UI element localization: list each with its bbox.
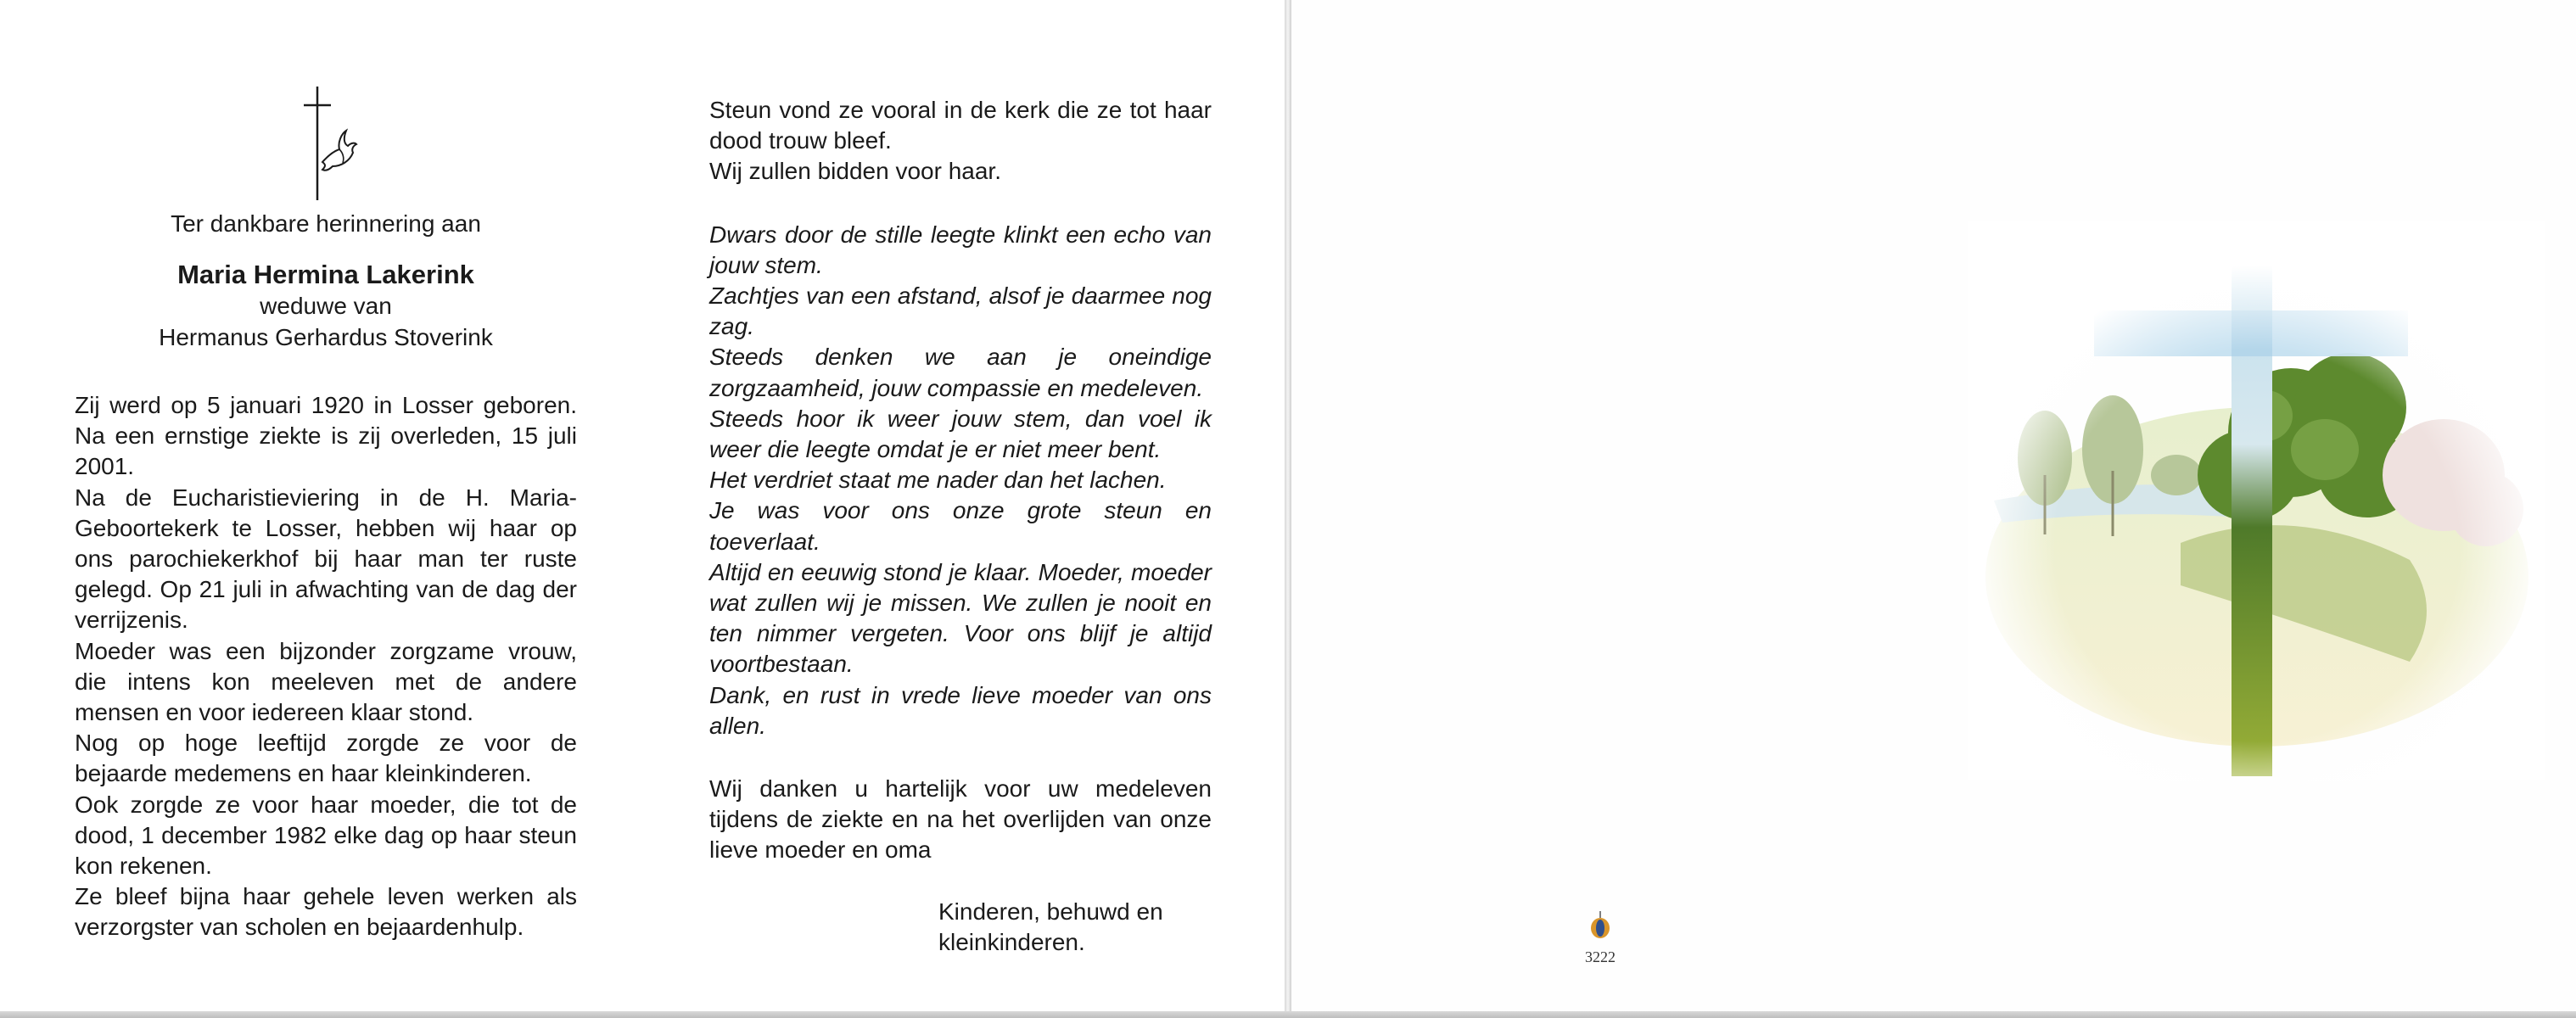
cross-with-dove-icon	[292, 81, 360, 205]
poem-line: Het verdriet staat me nader dan het lachen.	[709, 467, 1167, 494]
thanks-text: Wij danken u hartelijk voor uw medeleven tijdens de ziekte en na het overlijden van onze lieve moeder en oma	[709, 775, 1212, 864]
landscape-cross-illustration	[1968, 221, 2545, 780]
faith-line: Wij zullen bidden voor haar.	[709, 158, 1001, 185]
bio-paragraph: Nog op hoge leeftijd zorgde ze voor de bejaarde medemens en haar kleinkinderen.	[75, 730, 577, 787]
page-edge-shadow	[0, 1011, 2576, 1018]
poem-line: Dank, en rust in vrede lieve moeder van ons allen.	[709, 681, 1212, 739]
poem-line: Steeds denken we aan je oneindige zorgzaamheid, jouw compassie en medeleven.	[709, 344, 1212, 401]
card-header	[75, 81, 577, 353]
signature-line: kleinkinderen.	[938, 928, 1085, 955]
bio-paragraph: Moeder was een bijzonder zorgzame vrouw, die intens kon meeleven met de andere mensen en voor iedereen klaar stond.	[75, 637, 577, 726]
deceased-name: Maria Hermina Lakerink	[177, 260, 474, 289]
poem-line: Zachtjes van een afstand, alsof je daarmee nog zag.	[709, 282, 1212, 340]
card-inner-spread	[0, 0, 1285, 1013]
signature-line: Kinderen, behuwd en	[938, 898, 1163, 925]
poem-line: Altijd en eeuwig stond je klaar. Moeder, moeder wat zullen wij je missen. We zullen je nooit en ten nimmer vergeten. Voor ons blijf je altijd voortbestaan.	[709, 558, 1212, 678]
printer-logo-icon	[1588, 909, 1612, 940]
bio-paragraph: Ze bleef bijna haar gehele leven werken als verzorgster van scholen en bejaardenhulp.	[75, 883, 577, 941]
intro-text: Ter dankbare herinnering aan	[171, 210, 481, 237]
poem	[709, 220, 1212, 741]
biography	[75, 390, 577, 943]
card-fold	[1285, 0, 1291, 1018]
faith-line: Steun vond ze vooral in de kerk die ze tot haar dood trouw bleef.	[709, 97, 1212, 154]
bio-paragraph: Zij werd op 5 januari 1920 in Losser geboren. Na een ernstige ziekte is zij overleden, 15 juli 2001.	[75, 392, 577, 480]
poem-line: Dwars door de stille leegte klinkt een echo van jouw stem.	[709, 221, 1212, 278]
poem-line: Je was voor ons onze grote steun en toeverlaat.	[709, 497, 1212, 555]
spouse-name: Hermanus Gerhardus Stoverink	[159, 324, 493, 350]
left-column	[75, 81, 577, 943]
right-column	[709, 95, 1212, 958]
bio-paragraph: Ook zorgde ze voor haar moeder, die tot de dood, 1 december 1982 elke dag op haar steun kon rekenen.	[75, 791, 577, 880]
bio-paragraph: Na de Eucharistieviering in de H. Maria-Geboortekerk te Losser, hebben wij haar op ons parochiekerkhof bij haar man ter ruste gelegd. Op 21 juli in afwachting van de dag der verrijzenis.	[75, 484, 577, 634]
poem-line: Steeds hoor ik weer jouw stem, dan voel ik weer die leegte omdat je er niet meer bent.	[709, 405, 1212, 463]
faith-text	[709, 95, 1212, 187]
relation-text: weduwe van	[260, 293, 392, 319]
print-code: 3222	[1585, 948, 1616, 965]
signature	[938, 897, 1212, 958]
